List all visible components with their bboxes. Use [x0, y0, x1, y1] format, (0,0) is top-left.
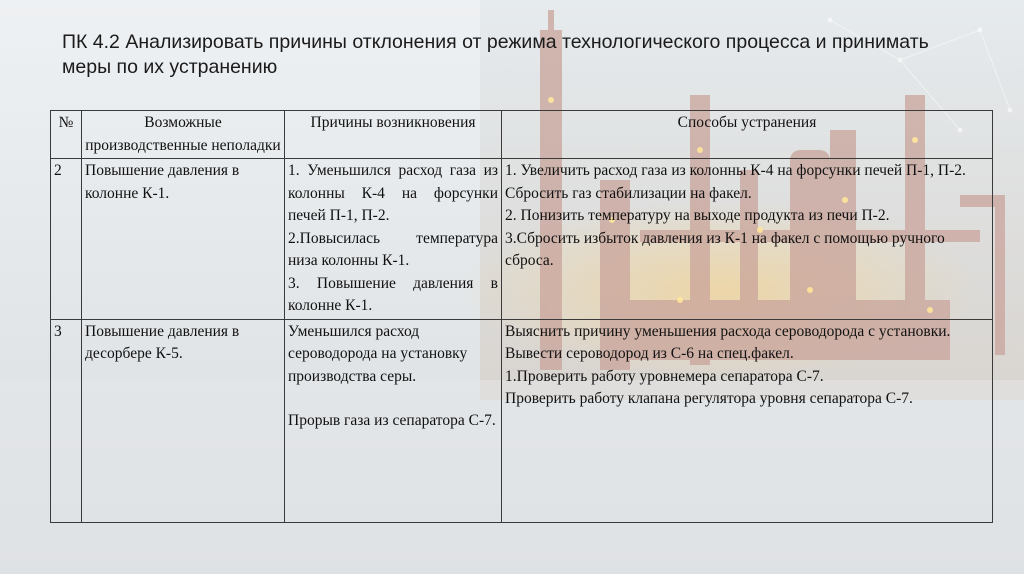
header-causes: Причины возникновения	[285, 111, 502, 159]
row-remedies	[502, 159, 993, 320]
slide-title: ПК 4.2 Анализировать причины отклонения от режима технологического процесса и принимать меры по их устранению	[62, 31, 929, 78]
remedy-item: Проверить работу клапана регулятора уровня сепаратора С-7.	[505, 390, 913, 407]
remedy-item: 1.Проверить работу уровнемера сепаратора С-7.	[505, 367, 824, 385]
troubleshooting-table	[50, 110, 993, 523]
cause-item: 3. Повышение давления в колонне К-1.	[288, 274, 498, 314]
table-row	[51, 319, 993, 522]
remedy-item: 2. Понизить температуру на выходе продукта из печи П-2.	[505, 207, 890, 224]
header-remedies: Способы устранения	[502, 111, 993, 159]
row-causes	[285, 159, 502, 320]
remedy-item: Вывести сероводород из С-6 на спец.факел.	[505, 345, 794, 362]
cause-item: 1. Уменьшился расход газа из колонны К-4 на форсунки печей П-1, П-2.	[288, 162, 498, 224]
row-causes	[285, 319, 502, 522]
remedy-item: 3.Сбросить избыток давления из К-1 на факел с помощью ручного сброса.	[505, 229, 945, 269]
remedy-item: Сбросить газ стабилизации на факел.	[505, 184, 752, 202]
row-problem: Повышение давления в десорбере К-5.	[82, 319, 285, 522]
remedy-item: Выяснить причину уменьшения расхода сероводорода с установки.	[505, 322, 951, 340]
header-number: №	[51, 111, 82, 159]
cause-item: Прорыв газа из сепаратора С-7.	[288, 412, 496, 429]
cause-item: 2.Повысилась температура низа колонны К-1.	[288, 229, 498, 269]
header-problems: Возможные производственные неполадки	[82, 111, 285, 159]
row-number: 3	[51, 319, 82, 522]
table-row	[51, 159, 993, 320]
row-remedies	[502, 319, 993, 522]
row-number: 2	[51, 159, 82, 320]
cause-item: Уменьшился расход сероводорода на установку производства серы.	[288, 322, 468, 385]
table-header-row	[51, 111, 993, 159]
remedy-item: 1. Увеличить расход газа из колонны К-4 на форсунки печей П-1, П-2.	[505, 162, 966, 179]
row-problem: Повышение давления в колонне К-1.	[82, 159, 285, 320]
